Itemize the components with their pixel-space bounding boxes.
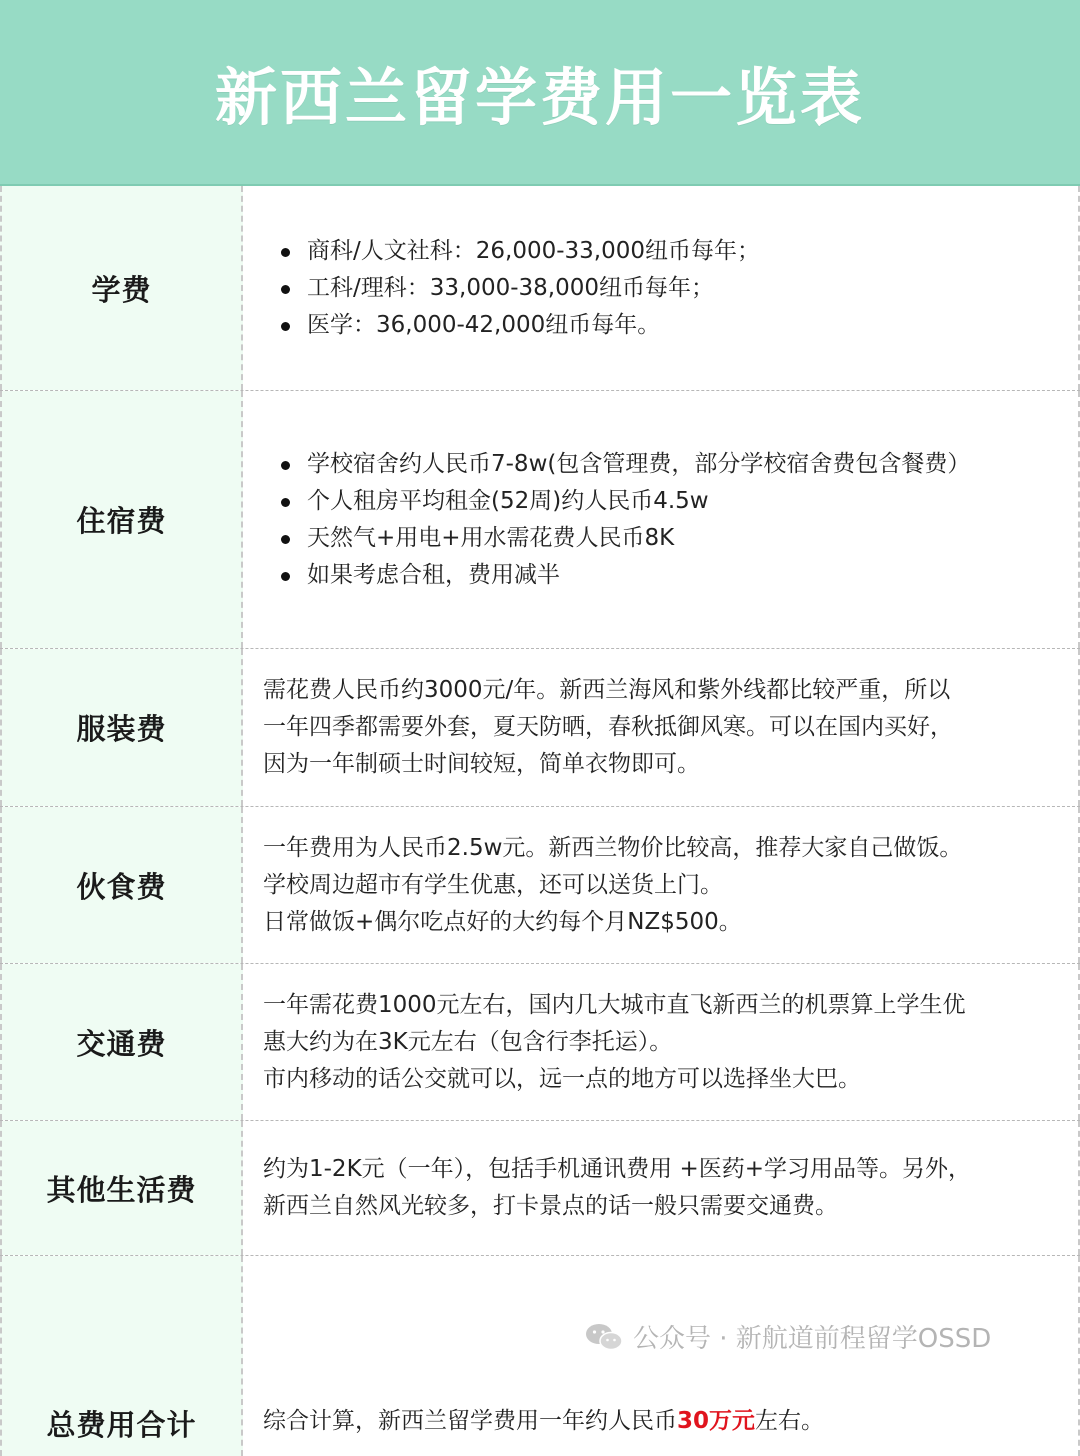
row-label-cell [0,964,243,1120]
header-banner [0,0,1080,186]
wechat-icon [585,1322,623,1352]
total-line [263,1403,824,1440]
row-label: 交通费 [76,1026,167,1061]
row-content-cell [243,1121,1080,1255]
total-suffix: 左右。 [755,1408,825,1434]
text-line: 需花费人民币约3000元/年。新西兰海风和紫外线都比较严重，所以 [263,677,951,703]
row-content-cell [243,391,1080,648]
table-row-total [0,1256,1080,1456]
row-label-cell [0,1121,243,1255]
list-item: 医学：36,000-42,000纽币每年。 [307,307,760,344]
list-item: 工科/理科：33,000-38,000纽币每年； [307,270,760,307]
row-label: 服装费 [76,712,167,746]
watermark [585,1318,991,1355]
table-row-other [0,1121,1080,1256]
list-item: 个人租房平均租金(52周)约人民币4.5w [307,483,970,520]
row-label-cell [0,1256,243,1456]
text-line: 一年费用为人民币2.5w元。新西兰物价比较高，推荐大家自己做饭。 [263,834,963,861]
watermark-text: 公众号 · 新航道前程留学OSSD [633,1324,992,1354]
text-line: 一年四季都需要外套，夏天防晒，春秋抵御风寒。可以在国内买好， [263,714,953,740]
row-label-cell [0,391,243,648]
text-line: 学校周边超市有学生优惠，还可以送货上门。 [263,871,723,898]
table-row-tuition [0,186,1080,391]
list-item: 商科/人文社科：26,000-33,000纽币每年； [307,233,760,270]
text-line: 日常做饭+偶尔吃点好的大约每个月NZ$500。 [263,908,742,935]
text-line: 约为1-2K元（一年），包括手机通讯费用 +医药+学习用品等。另外， [263,1156,972,1182]
bullet-list [263,233,760,344]
text-line: 市内移动的话公交就可以，远一点的地方可以选择坐大巴。 [263,1065,861,1092]
list-item: 如果考虑合租，费用减半 [307,557,970,594]
total-amount: 30万元 [677,1408,756,1434]
text-line: 惠大约为在3K元左右（包含行李托运）。 [263,1028,673,1055]
row-content-cell [243,649,1080,806]
row-label: 住宿费 [76,504,167,538]
row-content-cell [243,964,1080,1120]
row-label-cell [0,807,243,963]
list-item: 天然气+用电+用水需花费人民币8K [307,520,970,557]
row-content-cell [243,1256,1080,1456]
row-label: 伙食费 [76,869,167,904]
row-label-cell [0,649,243,806]
row-label-cell [0,186,243,390]
text-line: 一年需花费1000元左右，国内几大城市直飞新西兰的机票算上学生优 [263,991,966,1018]
table-row-clothing [0,649,1080,807]
table-row-transport [0,964,1080,1121]
row-content-cell [243,807,1080,963]
text-line: 因为一年制硕士时间较短，简单衣物即可。 [263,751,700,777]
total-prefix: 综合计算，新西兰留学费用一年约人民币 [263,1408,677,1434]
text-line: 新西兰自然风光较多，打卡景点的话一般只需要交通费。 [263,1193,838,1219]
row-label: 总费用合计 [46,1408,197,1442]
row-label: 其他生活费 [46,1172,197,1207]
table-row-food [0,807,1080,964]
list-item: 学校宿舍约人民币7-8w(包含管理费，部分学校宿舍费包含餐费） [307,446,970,483]
row-label: 学费 [91,272,152,307]
page-title: 新西兰留学费用一览表 [214,60,865,134]
row-content-cell [243,186,1080,390]
bullet-list [263,446,970,594]
table-row-accommodation [0,391,1080,649]
